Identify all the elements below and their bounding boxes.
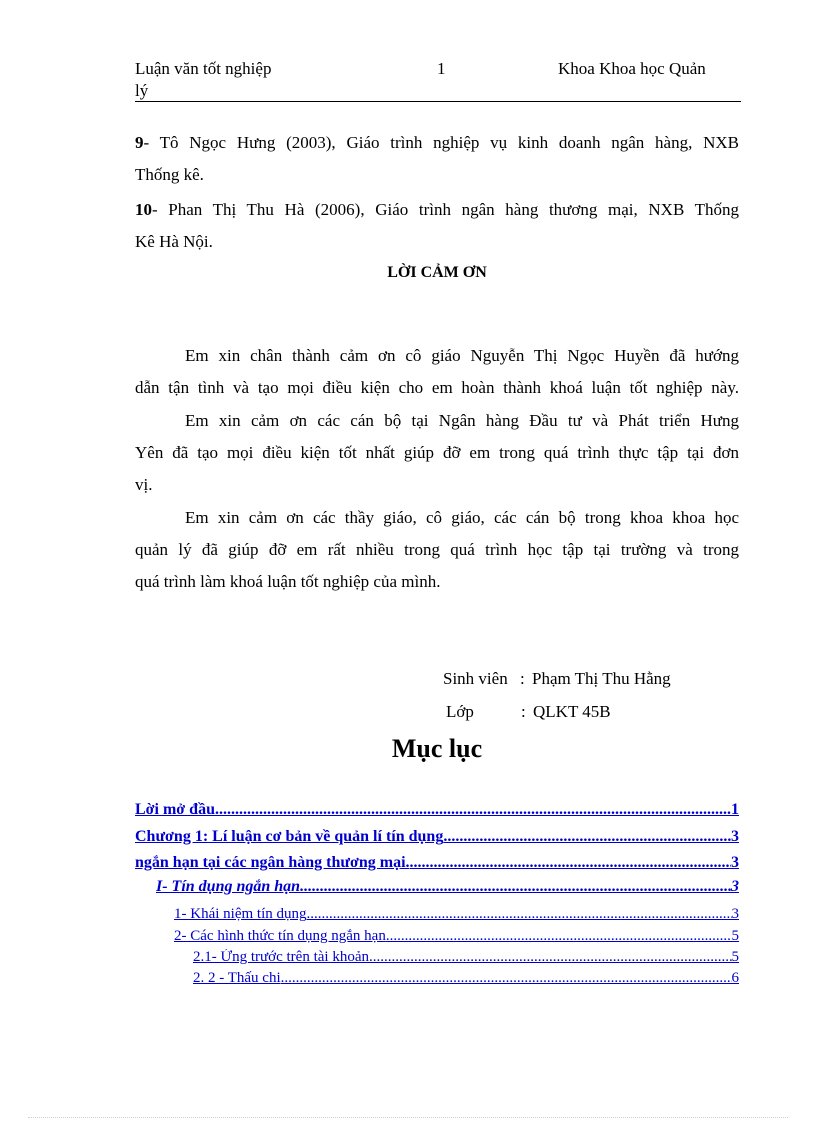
toc-entry-page: 5: [731, 928, 739, 944]
reference-number: 9: [135, 133, 144, 152]
toc-entry-text: 1- Khái niệm tín dụng: [174, 906, 307, 922]
ack-line: Em xin cảm ơn các thầy giáo, cô giáo, các cán bộ trong khoa khoa học: [185, 508, 739, 527]
ack-line: dẫn tận tình và tạo mọi điều kiện cho em hoàn thành khoá luận tốt nghiệp này.: [135, 378, 739, 397]
toc-entry-2-1[interactable]: [193, 949, 739, 966]
toc-leader: [410, 854, 731, 872]
class-sep: :: [521, 702, 526, 721]
toc-entry-page: 3: [731, 906, 739, 922]
class-value: QLKT 45B: [533, 702, 611, 721]
toc-leader: [281, 970, 732, 987]
toc-entry-page: 6: [731, 970, 739, 986]
student-sep: :: [520, 669, 525, 688]
student-label: Sinh viên: [443, 669, 508, 688]
toc-entry-1[interactable]: [174, 906, 739, 923]
ack-line: vị.: [135, 475, 153, 494]
ack-line: quản lý đã giúp đỡ em rất nhiều trong quá trình học tập tại trường và trong: [135, 540, 739, 559]
reference-9-line1: [135, 127, 739, 159]
toc-leader: [369, 949, 732, 966]
toc-entry-chapter-1[interactable]: [135, 828, 739, 846]
header-right: Khoa Khoa học Quản: [558, 59, 706, 78]
toc-title: Mục lục: [391, 734, 483, 763]
toc-entry-section-1[interactable]: [156, 878, 739, 896]
reference-text: - Tô Ngọc Hưng (2003), Giáo trình nghiệp vụ kinh doanh ngân hàng, NXB: [143, 133, 739, 152]
toc-entry-text: 2. 2 - Thấu chi: [193, 970, 281, 986]
toc-entry-text: I- Tín dụng ngắn hạn: [156, 878, 301, 895]
ack-line: quá trình làm khoá luận tốt nghiệp của mình.: [135, 572, 441, 591]
toc-entry-page: 5: [731, 949, 739, 965]
toc-entry-text: Lời mở đầu: [135, 801, 215, 818]
header-left-line2: lý: [135, 81, 149, 100]
toc-leader: [443, 828, 731, 846]
toc-entry-page: 3: [731, 878, 739, 895]
toc-leader: [386, 928, 732, 945]
ack-line: Em xin chân thành cảm ơn cô giáo Nguyễn Thị Ngọc Huyền đã hướng: [185, 346, 739, 365]
header-page-number: 1: [437, 59, 446, 78]
reference-10-line2: Kê Hà Nội.: [135, 232, 213, 251]
header-rule: [135, 101, 741, 102]
toc-entry-2[interactable]: [174, 928, 739, 945]
toc-entry-page: 1: [731, 801, 739, 818]
toc-entry-page: 3: [731, 828, 739, 845]
toc-entry-text: Chương 1: Lí luận cơ bản về quản lí tín dụng: [135, 828, 444, 845]
page-bottom-rule: [28, 1117, 788, 1118]
reference-10-line1: [135, 194, 739, 226]
toc-entry-intro[interactable]: [135, 801, 739, 819]
toc-entry-2-2[interactable]: [193, 970, 739, 987]
toc-entry-text: 2.1- Ứng trước trên tài khoản: [193, 949, 369, 965]
toc-leader: [215, 801, 731, 819]
toc-entry-chapter-1-cont[interactable]: [135, 854, 739, 872]
toc-leader: [306, 906, 731, 923]
toc-entry-page: 3: [731, 854, 739, 871]
reference-text: - Phan Thị Thu Hà (2006), Giáo trình ngân hàng thương mại, NXB Thống: [152, 200, 739, 219]
ack-line: Yên đã tạo mọi điều kiện tốt nhất giúp đỡ em trong quá trình thực tập tại đơn: [135, 443, 739, 462]
toc-entry-text: 2- Các hình thức tín dụng ngắn hạn: [174, 928, 386, 944]
class-label: Lớp: [446, 702, 474, 721]
reference-9-line2: Thống kê.: [135, 165, 204, 184]
header-left-line1: Luận văn tốt nghiệp: [135, 59, 272, 78]
reference-number: 10: [135, 200, 152, 219]
toc-entry-text: ngắn hạn tại các ngân hàng thương mại.: [135, 854, 410, 871]
acknowledgement-title: LỜI CẢM ƠN: [387, 264, 487, 281]
ack-line: Em xin cảm ơn các cán bộ tại Ngân hàng Đầu tư và Phát triển Hưng: [185, 411, 739, 430]
student-name: Phạm Thị Thu Hằng: [532, 669, 671, 688]
toc-leader: [300, 878, 731, 896]
